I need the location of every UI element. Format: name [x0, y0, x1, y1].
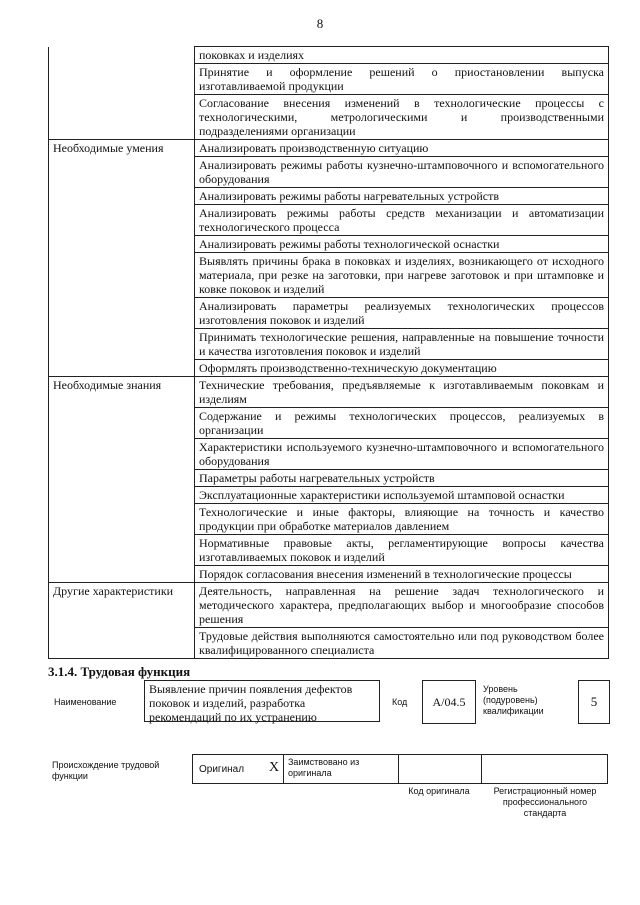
original-code-cell: [399, 755, 482, 783]
row-label: [49, 188, 195, 205]
row-text: Параметры работы нагревательных устройств: [195, 470, 609, 487]
function-code: A/04.5: [422, 680, 476, 724]
row-label: [49, 535, 195, 566]
row-label: [49, 360, 195, 377]
table-row: [49, 298, 609, 329]
row-text: Анализировать параметры реализуемых технологических процессов изготовления поковок и изделий: [195, 298, 609, 329]
row-label: [49, 628, 195, 659]
code-label: Код: [392, 697, 408, 707]
level-label: Уровень (подуровень) квалификации: [483, 684, 544, 716]
row-label: [49, 253, 195, 298]
original-cell: [193, 755, 284, 783]
row-label: [49, 408, 195, 439]
row-text: Анализировать режимы работы нагревательных устройств: [195, 188, 609, 205]
table-row: [49, 504, 609, 535]
row-text: Характеристики используемого кузнечно-штамповочного и вспомогательного оборудования: [195, 439, 609, 470]
row-label: [49, 566, 195, 583]
original-mark: X: [269, 760, 280, 775]
row-text: Технические требования, предъявляемые к изготавливаемым поковкам и изделиям: [195, 377, 609, 408]
row-text: Эксплуатационные характеристики используемой штамповой оснастки: [195, 487, 609, 504]
row-text: Технологические и иные факторы, влияющие на точность и качество продукции при обработке материалов давлением: [195, 504, 609, 535]
table-row: [49, 47, 609, 64]
table-row: [49, 329, 609, 360]
row-label: [49, 95, 195, 140]
row-label: Необходимые знания: [49, 377, 195, 408]
table-row: [49, 95, 609, 140]
table-row: [49, 253, 609, 298]
table-row: [49, 236, 609, 253]
table-row: [49, 157, 609, 188]
row-label: [49, 439, 195, 470]
table-row: [49, 360, 609, 377]
qualification-level: 5: [578, 680, 610, 724]
row-text: Деятельность, направленная на решение задач технологического и методического характера, предполагающих выбор и многообразие способов решения: [195, 583, 609, 628]
reg-caption: Регистрационный номер профессионального стандарта: [493, 786, 597, 818]
row-label: [49, 470, 195, 487]
table-row: [49, 205, 609, 236]
requirements-table: [48, 46, 609, 659]
function-name: Выявление причин появления дефектов поковок и изделий, разработка рекомендаций по их устранению: [144, 680, 380, 722]
row-text: Выявлять причины брака в поковках и изделиях, возникающего от исходного материала, при резке на заготовки, при нагреве заготовок и при штамповке и ковке поковок и изделий: [195, 253, 609, 298]
table-row: [49, 628, 609, 659]
borrowed-label: Заимствовано из оригинала: [288, 757, 360, 778]
row-label: Другие характеристики: [49, 583, 195, 628]
row-text: Анализировать режимы работы кузнечно-штамповочного и вспомогательного оборудования: [195, 157, 609, 188]
table-row: [49, 470, 609, 487]
row-label: [49, 157, 195, 188]
row-text: Содержание и режимы технологических процессов, реализуемых в организации: [195, 408, 609, 439]
original-label: Оригинал: [199, 764, 245, 775]
row-label: [49, 487, 195, 504]
row-text: Порядок согласования внесения изменений в технологические процессы: [195, 566, 609, 583]
row-text: Нормативные правовые акты, регламентирующие вопросы качества изготавливаемых поковок и изделий: [195, 535, 609, 566]
table-row: [49, 140, 609, 157]
table-row: [49, 64, 609, 95]
table-row: [49, 535, 609, 566]
row-text: Принимать технологические решения, направленные на повышение точности и качества изготовления поковок и изделий: [195, 329, 609, 360]
origin-box: [192, 754, 608, 784]
row-text: Согласование внесения изменений в технологические процессы с технологическими, метрологическими и производственными подразделениями организации: [195, 95, 609, 140]
name-label: Наименование: [54, 697, 117, 707]
row-label: Необходимые умения: [49, 140, 195, 157]
row-text: Оформлять производственно-техническую документацию: [195, 360, 609, 377]
row-text: Анализировать режимы работы средств механизации и автоматизации технологического процесса: [195, 205, 609, 236]
table-row: [49, 408, 609, 439]
page-number: 8: [316, 16, 324, 31]
row-text: Трудовые действия выполняются самостоятельно или под руководством более квалифицированного специалиста: [195, 628, 609, 659]
origin-label: Происхождение трудовой функции: [52, 760, 160, 781]
section-title: 3.1.4. Трудовая функция: [48, 664, 191, 679]
borrowed-cell: [284, 755, 399, 783]
row-label: [49, 329, 195, 360]
row-label: [49, 64, 195, 95]
row-text: Принятие и оформление решений о приостановлении выпуска изготавливаемой продукции: [195, 64, 609, 95]
row-label: [49, 236, 195, 253]
row-label: [49, 504, 195, 535]
table-row: [49, 188, 609, 205]
table-row: [49, 439, 609, 470]
row-text: Анализировать режимы работы технологической оснастки: [195, 236, 609, 253]
row-text: Анализировать производственную ситуацию: [195, 140, 609, 157]
row-label: [49, 298, 195, 329]
table-row: [49, 566, 609, 583]
row-label: [49, 47, 195, 64]
table-row: [49, 583, 609, 628]
table-row: [49, 377, 609, 408]
code-caption: Код оригинала: [408, 786, 470, 796]
row-label: [49, 205, 195, 236]
registration-cell: [482, 755, 607, 783]
row-text: поковках и изделиях: [195, 47, 609, 64]
table-row: [49, 487, 609, 504]
